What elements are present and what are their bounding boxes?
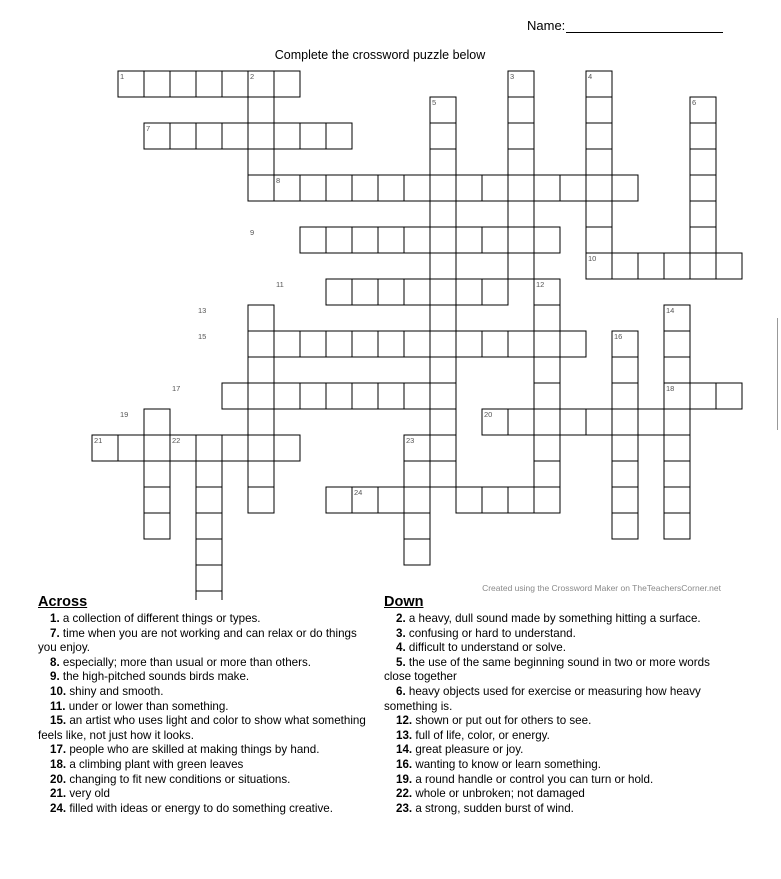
clue-text: changing to fit new conditions or situations. bbox=[66, 772, 291, 786]
grid-cell[interactable] bbox=[586, 227, 612, 253]
grid-cell[interactable] bbox=[716, 253, 742, 279]
clue-text: full of life, color, or energy. bbox=[412, 728, 550, 742]
cell-number: 1 bbox=[120, 72, 125, 81]
clue-text: great pleasure or joy. bbox=[412, 743, 524, 757]
down-clue bbox=[384, 743, 714, 758]
clue-number: 14. bbox=[396, 743, 413, 757]
grid-cell[interactable] bbox=[612, 461, 638, 487]
grid-cell[interactable] bbox=[586, 149, 612, 175]
grid-cell[interactable] bbox=[664, 435, 690, 461]
grid-cell[interactable] bbox=[612, 409, 638, 435]
grid-cell[interactable] bbox=[664, 331, 690, 357]
grid-cell[interactable] bbox=[274, 123, 300, 149]
cell-number: 16 bbox=[614, 332, 623, 341]
grid-cell[interactable] bbox=[430, 435, 456, 461]
grid-cell[interactable] bbox=[690, 383, 716, 409]
grid-cell[interactable] bbox=[508, 123, 534, 149]
grid-cell[interactable] bbox=[378, 279, 404, 305]
across-clue bbox=[38, 743, 378, 758]
grid-cell[interactable] bbox=[482, 175, 508, 201]
grid-cell[interactable] bbox=[222, 123, 248, 149]
across-clue bbox=[38, 656, 378, 671]
clue-number: 11. bbox=[50, 699, 66, 713]
grid-cell[interactable] bbox=[352, 227, 378, 253]
grid-cell[interactable] bbox=[534, 409, 560, 435]
grid-cell[interactable] bbox=[430, 279, 456, 305]
clue-number: 2. bbox=[396, 612, 406, 625]
down-clue bbox=[384, 656, 714, 685]
clue-number: 9. bbox=[50, 670, 60, 684]
clue-text: a round handle or control you can turn or hold. bbox=[412, 772, 654, 786]
grid-cell[interactable] bbox=[404, 539, 430, 565]
grid-cell[interactable] bbox=[586, 409, 612, 435]
across-clue bbox=[38, 802, 378, 817]
grid-cell[interactable] bbox=[664, 461, 690, 487]
grid-cell[interactable] bbox=[300, 123, 326, 149]
down-clue bbox=[384, 685, 714, 714]
clue-text: difficult to understand or solve. bbox=[405, 641, 566, 655]
clue-text: heavy objects used for exercise or measuring how heavy something is. bbox=[384, 684, 701, 713]
clue-number: 1. bbox=[50, 612, 60, 625]
grid-cell[interactable] bbox=[144, 487, 170, 513]
grid-cell[interactable] bbox=[144, 461, 170, 487]
grid-cell[interactable] bbox=[430, 175, 456, 201]
grid-cell[interactable] bbox=[586, 97, 612, 123]
grid-cell[interactable] bbox=[300, 227, 326, 253]
across-clue bbox=[38, 685, 378, 700]
grid-cell[interactable] bbox=[326, 331, 352, 357]
grid-cell[interactable] bbox=[508, 253, 534, 279]
grid-cell[interactable] bbox=[534, 487, 560, 513]
clue-number: 12. bbox=[396, 714, 413, 728]
grid-cell[interactable] bbox=[352, 383, 378, 409]
grid-cell[interactable] bbox=[430, 227, 456, 253]
grid-cell[interactable] bbox=[274, 331, 300, 357]
grid-cell[interactable] bbox=[664, 409, 690, 435]
across-clue bbox=[38, 670, 378, 685]
grid-cell[interactable] bbox=[248, 305, 274, 331]
grid-cell[interactable] bbox=[326, 487, 352, 513]
cell-number: 5 bbox=[432, 98, 437, 107]
across-clue bbox=[38, 787, 378, 802]
grid-cell[interactable] bbox=[430, 461, 456, 487]
grid-cell[interactable] bbox=[404, 461, 430, 487]
grid-cell[interactable] bbox=[430, 409, 456, 435]
down-clue-list bbox=[384, 612, 714, 816]
clue-number: 23. bbox=[396, 801, 413, 815]
grid-cell[interactable] bbox=[144, 71, 170, 97]
grid-cell[interactable] bbox=[534, 383, 560, 409]
grid-cell[interactable] bbox=[378, 331, 404, 357]
grid-cell[interactable] bbox=[404, 513, 430, 539]
grid-cell[interactable] bbox=[404, 227, 430, 253]
grid-cell[interactable] bbox=[196, 539, 222, 565]
cell-number: 9 bbox=[250, 228, 255, 237]
clue-number: 20. bbox=[50, 772, 67, 786]
grid-cell[interactable] bbox=[378, 175, 404, 201]
credit-line: Created using the Crossword Maker on TheTeachersCorner.net bbox=[482, 583, 721, 593]
grid-cell[interactable] bbox=[586, 123, 612, 149]
grid-cell[interactable] bbox=[170, 71, 196, 97]
grid-cell[interactable] bbox=[196, 123, 222, 149]
across-clue bbox=[38, 700, 378, 715]
grid-cell[interactable] bbox=[170, 123, 196, 149]
grid-cell[interactable] bbox=[248, 123, 274, 149]
grid-cell[interactable] bbox=[456, 331, 482, 357]
grid-cell[interactable] bbox=[300, 383, 326, 409]
clue-number: 4. bbox=[396, 641, 406, 655]
grid-cell[interactable] bbox=[326, 227, 352, 253]
grid-cell[interactable] bbox=[196, 565, 222, 591]
grid-cell[interactable] bbox=[404, 383, 430, 409]
down-clue bbox=[384, 758, 714, 773]
grid-cell[interactable] bbox=[690, 201, 716, 227]
clue-number: 16. bbox=[396, 757, 413, 771]
grid-cell[interactable] bbox=[534, 331, 560, 357]
down-clue bbox=[384, 787, 714, 802]
grid-cell[interactable] bbox=[144, 435, 170, 461]
page-title: Complete the crossword puzzle below bbox=[274, 48, 486, 62]
grid-cell[interactable] bbox=[274, 383, 300, 409]
grid-cell[interactable] bbox=[690, 253, 716, 279]
grid-cell[interactable] bbox=[378, 383, 404, 409]
grid-cell[interactable] bbox=[430, 201, 456, 227]
grid-cell[interactable] bbox=[508, 201, 534, 227]
cell-number: 4 bbox=[588, 72, 593, 81]
grid-cell[interactable] bbox=[612, 253, 638, 279]
cell-number: 6 bbox=[692, 98, 697, 107]
grid-cell[interactable] bbox=[612, 435, 638, 461]
clue-number: 21. bbox=[50, 787, 67, 801]
cell-number: 8 bbox=[276, 176, 281, 185]
grid-cell[interactable] bbox=[404, 175, 430, 201]
clue-text: the high-pitched sounds birds make. bbox=[59, 670, 250, 684]
clue-text: people who are skilled at making things by hand. bbox=[66, 743, 320, 757]
across-clue bbox=[38, 714, 378, 743]
grid-cell[interactable] bbox=[508, 227, 534, 253]
grid-cell[interactable] bbox=[430, 149, 456, 175]
clue-number: 6. bbox=[396, 684, 406, 698]
down-heading: Down bbox=[384, 594, 424, 610]
grid-cell[interactable] bbox=[352, 331, 378, 357]
grid-cell[interactable] bbox=[690, 227, 716, 253]
grid-cell[interactable] bbox=[638, 253, 664, 279]
grid-cell[interactable] bbox=[482, 279, 508, 305]
grid-cell[interactable] bbox=[248, 383, 274, 409]
clue-text: whole or unbroken; not damaged bbox=[412, 787, 585, 801]
down-clues bbox=[384, 594, 714, 816]
grid-cell[interactable] bbox=[248, 97, 274, 123]
clue-text: an artist who uses light and color to show what something feels like, not just how it looks. bbox=[38, 714, 366, 742]
grid-cell[interactable] bbox=[196, 461, 222, 487]
grid-cell[interactable] bbox=[456, 279, 482, 305]
clue-text: a heavy, dull sound made by something hitting a surface. bbox=[405, 612, 701, 625]
grid-cell[interactable] bbox=[248, 357, 274, 383]
grid-cell[interactable] bbox=[560, 409, 586, 435]
cell-number: 21 bbox=[94, 436, 103, 445]
grid-cell[interactable] bbox=[664, 357, 690, 383]
grid-cell[interactable] bbox=[612, 357, 638, 383]
grid-cell[interactable] bbox=[534, 435, 560, 461]
clue-number: 3. bbox=[396, 626, 406, 640]
clue-number: 5. bbox=[396, 655, 406, 669]
clue-text: the use of the same beginning sound in two or more words close together bbox=[384, 655, 710, 684]
grid-cell[interactable] bbox=[508, 409, 534, 435]
grid-cell[interactable] bbox=[274, 435, 300, 461]
grid-cell[interactable] bbox=[378, 227, 404, 253]
grid-cell[interactable] bbox=[534, 461, 560, 487]
across-clues bbox=[38, 594, 378, 816]
down-clue bbox=[384, 641, 714, 656]
down-clue bbox=[384, 714, 714, 729]
clue-number: 8. bbox=[50, 655, 60, 669]
cell-number: 2 bbox=[250, 72, 255, 81]
across-clue bbox=[38, 758, 378, 773]
clue-number: 10. bbox=[50, 684, 67, 698]
grid-cell[interactable] bbox=[300, 331, 326, 357]
grid-cell[interactable] bbox=[534, 357, 560, 383]
page-edge-mark bbox=[777, 318, 781, 430]
across-clue bbox=[38, 773, 378, 788]
cell-number: 22 bbox=[172, 436, 181, 445]
grid-cell[interactable] bbox=[482, 227, 508, 253]
cell-number: 23 bbox=[406, 436, 415, 445]
grid-cell[interactable] bbox=[508, 487, 534, 513]
clue-text: time when you are not working and can relax or do things you enjoy. bbox=[38, 626, 357, 655]
clue-number: 19. bbox=[396, 772, 413, 786]
grid-cell[interactable] bbox=[456, 227, 482, 253]
grid-cell[interactable] bbox=[456, 175, 482, 201]
grid-cell[interactable] bbox=[196, 487, 222, 513]
clue-number: 24. bbox=[50, 801, 67, 815]
grid-cell[interactable] bbox=[326, 279, 352, 305]
grid-cell[interactable] bbox=[430, 357, 456, 383]
grid-cell[interactable] bbox=[430, 331, 456, 357]
grid-cell[interactable] bbox=[534, 227, 560, 253]
across-clue bbox=[38, 627, 378, 656]
cell-number: 14 bbox=[666, 306, 675, 315]
clue-text: very old bbox=[66, 787, 110, 801]
grid-cell[interactable] bbox=[352, 279, 378, 305]
down-clue bbox=[384, 729, 714, 744]
grid-cell[interactable] bbox=[690, 123, 716, 149]
grid-cell[interactable] bbox=[534, 305, 560, 331]
clue-text: under or lower than something. bbox=[65, 699, 229, 713]
grid-cell[interactable] bbox=[144, 513, 170, 539]
grid-cell[interactable] bbox=[430, 305, 456, 331]
cell-number: 3 bbox=[510, 72, 515, 81]
grid-cell[interactable] bbox=[508, 175, 534, 201]
cell-number: 13 bbox=[198, 306, 207, 315]
grid-cell[interactable] bbox=[534, 175, 560, 201]
clue-number: 18. bbox=[50, 757, 67, 771]
grid-cell[interactable] bbox=[378, 487, 404, 513]
cell-number: 12 bbox=[536, 280, 545, 289]
grid-cell[interactable] bbox=[248, 435, 274, 461]
grid-cell[interactable] bbox=[482, 331, 508, 357]
grid-cell[interactable] bbox=[248, 487, 274, 513]
grid-cell[interactable] bbox=[456, 487, 482, 513]
grid-cell[interactable] bbox=[196, 513, 222, 539]
cell-number: 10 bbox=[588, 254, 597, 263]
grid-cell[interactable] bbox=[716, 383, 742, 409]
grid-cell[interactable] bbox=[430, 253, 456, 279]
grid-cell[interactable] bbox=[430, 383, 456, 409]
grid-cell[interactable] bbox=[222, 383, 248, 409]
grid-cell[interactable] bbox=[612, 487, 638, 513]
clue-number: 22. bbox=[396, 787, 413, 801]
cell-number: 20 bbox=[484, 410, 493, 419]
cell-number: 19 bbox=[120, 410, 129, 419]
clue-text: filled with ideas or energy to do something creative. bbox=[66, 801, 333, 815]
grid-cell[interactable] bbox=[196, 435, 222, 461]
grid-cell[interactable] bbox=[300, 175, 326, 201]
down-clue bbox=[384, 802, 714, 817]
clue-number: 17. bbox=[50, 743, 67, 757]
clue-number: 7. bbox=[50, 626, 60, 640]
grid-cell[interactable] bbox=[326, 383, 352, 409]
grid-cell[interactable] bbox=[430, 123, 456, 149]
down-clue bbox=[384, 612, 714, 627]
grid-cell[interactable] bbox=[118, 435, 144, 461]
grid-cell[interactable] bbox=[586, 201, 612, 227]
clue-number: 13. bbox=[396, 728, 413, 742]
grid-cell[interactable] bbox=[404, 279, 430, 305]
clue-text: a collection of different things or types. bbox=[59, 612, 261, 625]
grid-cell[interactable] bbox=[664, 253, 690, 279]
cell-number: 7 bbox=[146, 124, 151, 133]
grid-cell[interactable] bbox=[690, 149, 716, 175]
grid-cell[interactable] bbox=[404, 487, 430, 513]
grid-cell[interactable] bbox=[144, 409, 170, 435]
grid-cell[interactable] bbox=[664, 487, 690, 513]
grid-cell[interactable] bbox=[352, 175, 378, 201]
grid-cell[interactable] bbox=[248, 331, 274, 357]
grid-cell[interactable] bbox=[326, 175, 352, 201]
grid-cell[interactable] bbox=[560, 331, 586, 357]
grid-cell[interactable] bbox=[404, 331, 430, 357]
grid-cell[interactable] bbox=[586, 175, 612, 201]
grid-cell[interactable] bbox=[508, 97, 534, 123]
cell-number: 24 bbox=[354, 488, 363, 497]
cell-number: 18 bbox=[666, 384, 675, 393]
grid-cell[interactable] bbox=[274, 71, 300, 97]
grid-cell[interactable] bbox=[638, 409, 664, 435]
cell-number: 11 bbox=[276, 280, 284, 289]
grid-cell[interactable] bbox=[612, 175, 638, 201]
clue-text: a climbing plant with green leaves bbox=[66, 757, 244, 771]
grid-cell[interactable] bbox=[248, 461, 274, 487]
grid-cell[interactable] bbox=[508, 331, 534, 357]
name-label: Name: bbox=[527, 18, 566, 33]
grid-cell[interactable] bbox=[664, 513, 690, 539]
clue-text: shown or put out for others to see. bbox=[412, 714, 592, 728]
down-clue bbox=[384, 627, 714, 642]
across-clue bbox=[38, 612, 378, 627]
grid-cell[interactable] bbox=[560, 175, 586, 201]
grid-cell[interactable] bbox=[248, 409, 274, 435]
cell-number: 17 bbox=[172, 384, 181, 393]
grid-cell[interactable] bbox=[508, 149, 534, 175]
clue-text: especially; more than usual or more than others. bbox=[59, 655, 311, 669]
down-clue bbox=[384, 773, 714, 788]
cell-number: 15 bbox=[198, 332, 207, 341]
grid-cell[interactable] bbox=[482, 487, 508, 513]
grid-cell[interactable] bbox=[222, 71, 248, 97]
clue-text: a strong, sudden burst of wind. bbox=[412, 801, 574, 815]
clue-text: shiny and smooth. bbox=[66, 684, 164, 698]
grid-cell[interactable] bbox=[326, 123, 352, 149]
grid-cell[interactable] bbox=[690, 175, 716, 201]
clue-text: confusing or hard to understand. bbox=[405, 626, 576, 640]
clue-text: wanting to know or learn something. bbox=[412, 757, 601, 771]
grid-cell[interactable] bbox=[612, 513, 638, 539]
grid-cell[interactable] bbox=[222, 435, 248, 461]
across-clue-list bbox=[38, 612, 378, 816]
grid-cell[interactable] bbox=[196, 71, 222, 97]
across-heading: Across bbox=[38, 594, 88, 610]
grid-cell[interactable] bbox=[248, 149, 274, 175]
clue-number: 15. bbox=[50, 714, 67, 728]
grid-cell[interactable] bbox=[248, 175, 274, 201]
grid-cell[interactable] bbox=[612, 383, 638, 409]
